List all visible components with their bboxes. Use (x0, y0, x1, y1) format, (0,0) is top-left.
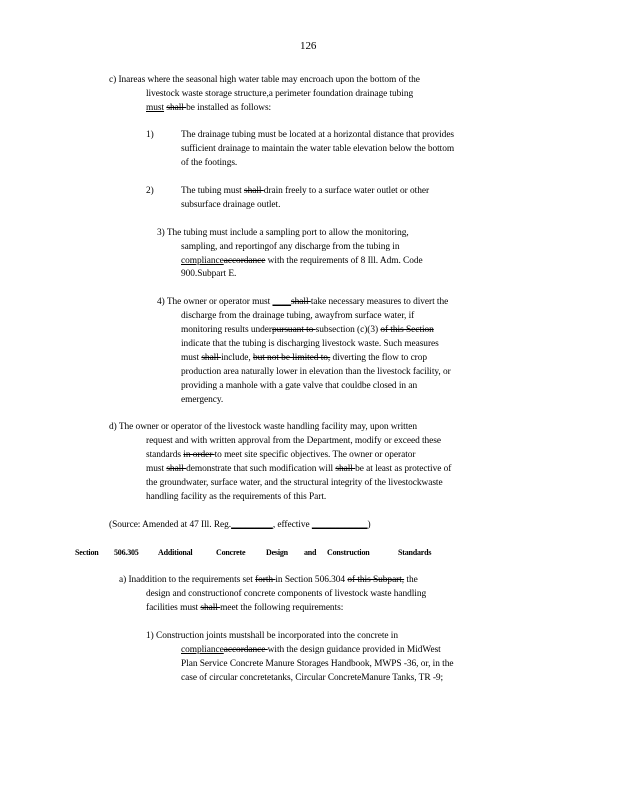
text-segment: of the footings. (181, 158, 238, 168)
text-line (181, 199, 280, 211)
struck-text: accordance (223, 256, 266, 266)
section-title-word: and (304, 548, 317, 557)
text-line (109, 421, 417, 433)
text-segment: to meet site specific objectives. The owner or operator (214, 450, 416, 460)
text-segment: subsection (c)(3) (315, 325, 381, 335)
text-segment: 4) The owner or operator must (157, 297, 273, 307)
text-line (181, 338, 439, 350)
text-segment: 1) (146, 130, 154, 140)
text-segment: The drainage tubing must be located at a horizontal distance that provides (181, 130, 455, 140)
inserted-text: compliance (181, 645, 224, 655)
section-title-word: Design (266, 548, 288, 557)
text-line (181, 143, 454, 155)
section-title-word: Additional (158, 548, 193, 557)
inserted-text: _________ (231, 520, 273, 530)
text-segment: The tubing must (181, 186, 244, 196)
list-marker (146, 185, 154, 197)
text-line (146, 477, 443, 489)
text-line (181, 380, 417, 392)
text-segment: must (146, 464, 167, 474)
text-segment: standards (146, 450, 184, 460)
text-line (181, 310, 414, 322)
text-line (181, 366, 451, 378)
section-title-word: Standards (398, 548, 432, 557)
text-line (181, 394, 223, 406)
text-segment: take necessary measures to divert the (310, 297, 449, 307)
text-segment: livestock waste storage structure,a perimeter foundation drainage tubing (146, 89, 414, 99)
text-segment: meet the following requirements: (220, 603, 344, 613)
text-segment: drain freely to a surface water outlet or other (263, 186, 430, 196)
struck-text: shall (166, 103, 187, 113)
text-segment: handling facility as the requirements of this Part. (146, 492, 327, 502)
text-line (181, 255, 423, 267)
struck-text: shall (244, 186, 264, 196)
text-segment: in Section 506.304 (275, 575, 348, 585)
section-number: 506.305 (114, 548, 139, 557)
text-line (181, 268, 236, 280)
text-segment: be at least as protective of (355, 464, 452, 474)
text-segment: Plan Service Concrete Manure Storages Handbook, MWPS -36, or, in the (181, 659, 454, 669)
page-number: 126 (300, 40, 317, 52)
inserted-text: must (146, 103, 165, 113)
text-line (181, 644, 441, 656)
text-line (181, 324, 434, 336)
text-segment: demonstrate that such modification will (186, 464, 336, 474)
text-line (181, 658, 453, 670)
struck-text: shall (166, 464, 187, 474)
text-line (146, 88, 413, 100)
text-segment: be installed as follows: (186, 103, 272, 113)
inserted-text: ____ (272, 297, 292, 307)
struck-text: forth (255, 575, 276, 585)
text-segment: (Source: Amended at 47 Ill. Reg. (109, 520, 232, 530)
text-segment: 2) (146, 186, 154, 196)
text-segment: 3) The tubing must include a sampling port to allow the monitoring, (157, 228, 409, 238)
list-marker (146, 129, 154, 141)
text-segment: with the requirements of 8 Ill. Adm. Code (265, 256, 423, 266)
text-line (181, 157, 237, 169)
text-segment: the groundwater, surface water, and the structural integrity of the livestockwaste (146, 478, 443, 488)
text-segment: subsurface drainage outlet. (181, 200, 281, 210)
source-note (109, 519, 371, 531)
struck-text: accordance (223, 645, 268, 655)
text-line (119, 574, 418, 586)
struck-text: in order (183, 450, 215, 460)
text-segment: be incorporated into the concrete in (266, 631, 398, 641)
text-segment: indicate that the tubing is discharging livestock waste. Such measures (181, 339, 439, 349)
text-segment: request and with written approval from the Department, modify or exceed these (146, 436, 442, 446)
text-segment: 1) Construction joints mustshall (146, 631, 267, 641)
text-segment: emergency. (181, 395, 224, 405)
text-segment: facilities must (146, 603, 201, 613)
text-line (146, 435, 441, 447)
text-segment: diverting the flow to crop (330, 353, 428, 363)
text-line (181, 129, 454, 141)
text-segment: case of circular concretetanks, Circular ConcreteManure Tanks, TR -9; (181, 673, 444, 683)
text-line (157, 227, 409, 239)
inserted-text: ____________ (311, 520, 368, 530)
text-line (146, 630, 398, 642)
text-segment: d) The owner or operator of the livestock waste handling facility may, upon written (109, 422, 417, 432)
struck-text: but not be limited to, (252, 353, 331, 363)
text-segment: sufficient drainage to maintain the water table elevation below the bottom (181, 144, 455, 154)
text-line (181, 672, 443, 684)
text-line (146, 602, 343, 614)
text-line (181, 185, 429, 197)
text-line (146, 463, 451, 475)
text-line (146, 102, 271, 114)
text-line (109, 74, 420, 86)
text-segment: design and constructionof concrete components of livestock waste handling (146, 589, 427, 599)
text-segment: monitoring results under (181, 325, 272, 335)
text-segment: ) (367, 520, 371, 530)
section-title-word: Concrete (216, 548, 246, 557)
text-segment: 900.Subpart E. (181, 269, 237, 279)
text-line (146, 491, 326, 503)
text-segment: production area naturally lower in elevation than the livestock facility, or (181, 367, 451, 377)
struck-text: shall (291, 297, 311, 307)
text-line (157, 296, 448, 308)
text-segment: the (404, 575, 418, 585)
section-word: Section (75, 548, 99, 557)
struck-text: shall (335, 464, 356, 474)
text-segment: , effective (272, 520, 312, 530)
text-line (146, 588, 426, 600)
inserted-text: compliance (181, 256, 224, 266)
text-segment: a) Inaddition to the requirements set (119, 575, 256, 585)
text-line (181, 352, 427, 364)
text-segment: providing a manhole with a gate valve that couldbe closed in an (181, 381, 418, 391)
text-line (181, 241, 400, 253)
text-segment: must (181, 353, 202, 363)
struck-text: pursuant to (271, 325, 316, 335)
text-segment: discharge from the drainage tubing, awayfrom surface water, if (181, 311, 415, 321)
text-segment: c) Inareas where the seasonal high water table may encroach upon the bottom of the (109, 75, 420, 85)
text-segment: include, (221, 353, 253, 363)
text-segment: sampling, and reportingof any discharge from the tubing in (181, 242, 400, 252)
section-title-word: Construction (327, 548, 370, 557)
struck-text: shall (200, 603, 221, 613)
struck-text: of this Section (380, 325, 434, 335)
text-segment: with the design guidance provided in MidWest (267, 645, 441, 655)
text-line (146, 449, 416, 461)
struck-text: shall (201, 353, 222, 363)
struck-text: of this Subpart, (347, 575, 405, 585)
